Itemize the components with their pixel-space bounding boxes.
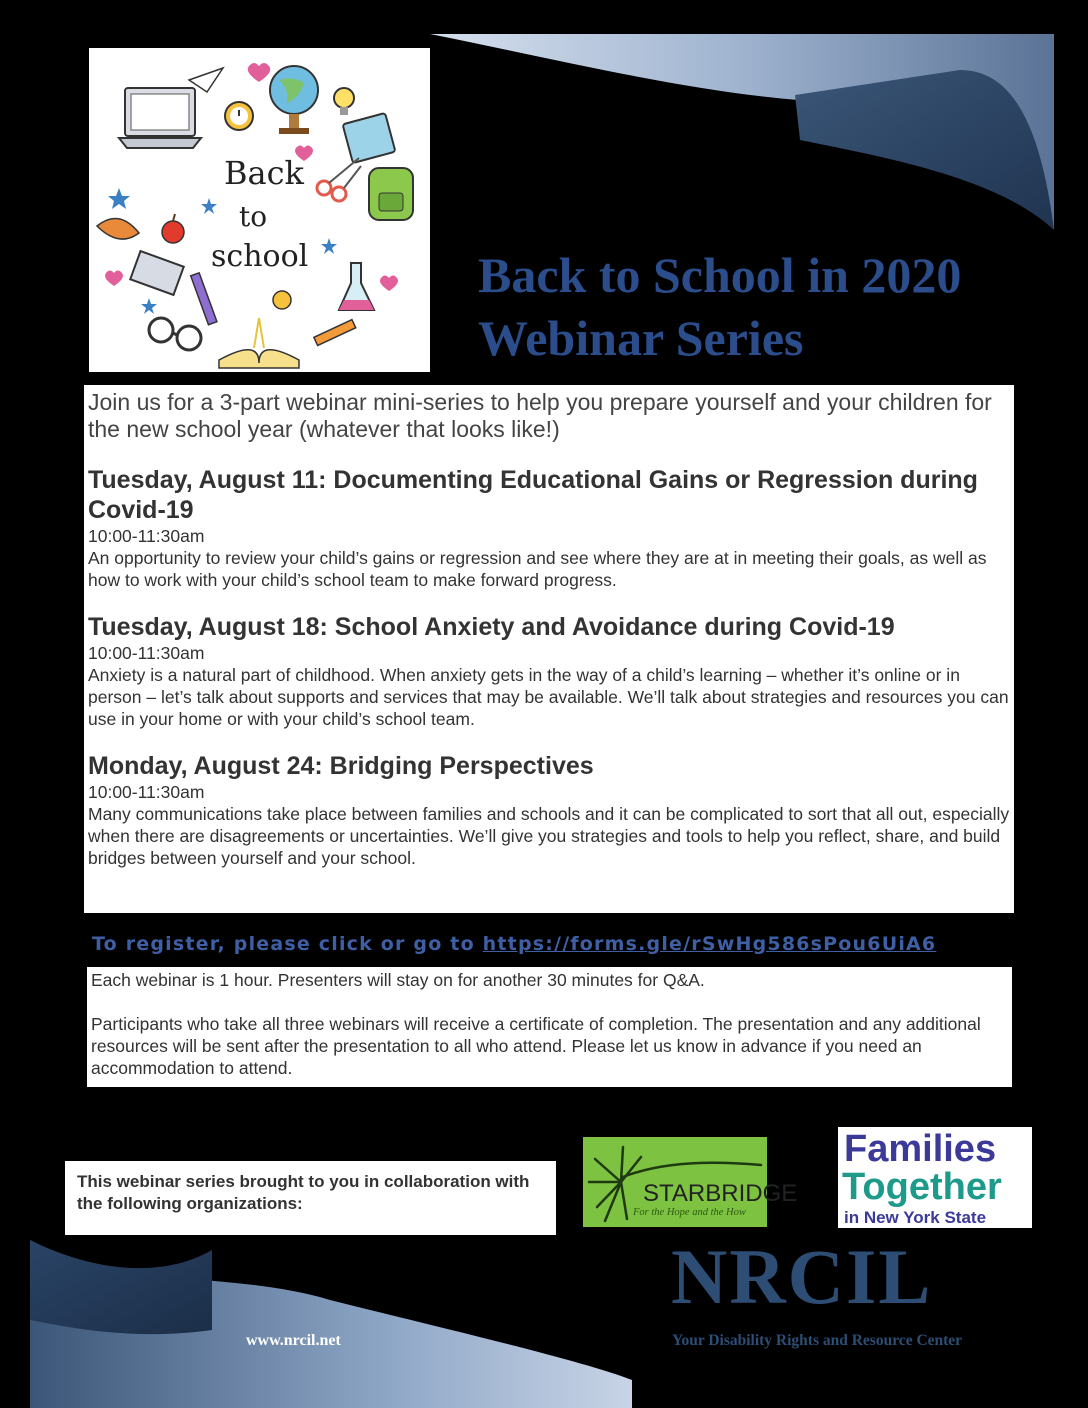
families-together-logo[interactable] bbox=[838, 1127, 1032, 1228]
leaf-icon bbox=[97, 218, 139, 239]
light-bulb-icon bbox=[334, 88, 354, 115]
apple-icon bbox=[162, 214, 184, 243]
decorative-ribbon-bottom bbox=[0, 1230, 700, 1408]
backpack-icon bbox=[369, 168, 413, 220]
envelope-icon bbox=[130, 251, 183, 295]
flask-icon bbox=[339, 263, 374, 310]
session-title: Monday, August 24: Bridging Perspectives bbox=[88, 752, 594, 780]
collaboration-note: This webinar series brought to you in collaboration with the following organizations: bbox=[65, 1161, 556, 1235]
starbridge-tagline: For the Hope and the How bbox=[633, 1207, 746, 1218]
session-title: Tuesday, August 18: School Anxiety and Avoidance during Covid-19 bbox=[88, 613, 895, 641]
in-nys-text: in New York State bbox=[844, 1208, 987, 1227]
together-word: Together bbox=[842, 1166, 1002, 1208]
starbridge-name: STARBRIDGE bbox=[643, 1180, 798, 1207]
certificate-note: Participants who take all three webinars will receive a certificate of completion. The presentation and any additional resources will be sent after the presentation to all who attend. Please let us know in advance if you need an accommodation to attend. bbox=[91, 1014, 981, 1078]
starbridge-logo[interactable] bbox=[583, 1137, 798, 1227]
scissors-icon bbox=[317, 158, 361, 201]
pencil-icon bbox=[314, 320, 356, 346]
session-time: 10:00-11:30am bbox=[88, 643, 205, 663]
open-book-icon bbox=[219, 318, 299, 368]
website-link[interactable]: www.nrcil.net bbox=[246, 1332, 341, 1349]
title-line-2: Webinar Series bbox=[478, 310, 804, 366]
intro-text: Join us for a 3-part webinar mini-series to help you prepare yourself and your children for the new school year (whatever that looks like!) bbox=[88, 389, 992, 442]
register-line bbox=[92, 933, 1072, 955]
back-to-school-illustration bbox=[89, 48, 430, 372]
webinar-details-box bbox=[84, 385, 1014, 913]
title-line-1: Back to School in 2020 bbox=[478, 247, 962, 303]
session-description: Anxiety is a natural part of childhood. When anxiety gets in the way of a child’s learning – whether it’s online or in person – let’s talk about supports and services that may be available. We’ll talk about strategies and resources you can use in your home or with your child’s school team. bbox=[88, 665, 1009, 729]
register-link[interactable]: https://forms.gle/rSwHg586sPou6UiA6 bbox=[482, 933, 937, 955]
webinar-notes-box bbox=[87, 967, 1012, 1087]
globe-icon bbox=[270, 66, 318, 134]
pen-icon bbox=[191, 273, 217, 325]
alarm-clock-icon bbox=[225, 102, 253, 130]
session-2 bbox=[88, 612, 1014, 730]
medal-icon bbox=[273, 291, 291, 309]
page-title bbox=[478, 244, 1058, 370]
laptop-icon bbox=[119, 88, 201, 148]
session-description: An opportunity to review your child’s gains or regression and see where they are at in meeting their goals, as well as how to work with your child’s school team to make forward progress. bbox=[88, 548, 987, 590]
duration-note: Each webinar is 1 hour. Presenters will stay on for another 30 minutes for Q&A. bbox=[91, 970, 705, 990]
session-description: Many communications take place between families and schools and it can be complicated to sort that all out, especially when there are disagreements or uncertainties. We’ll give you strategies and tools to help you reflect, share, and build bridges between yourself and your school. bbox=[88, 804, 1010, 868]
hero-text-back: Back bbox=[224, 154, 304, 192]
hero-text-school: school bbox=[211, 239, 309, 274]
families-word: Families bbox=[844, 1128, 997, 1170]
nrcil-logo: NRCIL bbox=[671, 1233, 933, 1320]
register-prefix: To register, please click or go to bbox=[92, 933, 483, 955]
session-title: Tuesday, August 11: Documenting Educational Gains or Regression during Covid-19 bbox=[88, 466, 978, 524]
hero-text-to: to bbox=[239, 200, 268, 233]
session-time: 10:00-11:30am bbox=[88, 526, 205, 546]
session-1 bbox=[88, 465, 1014, 591]
session-time: 10:00-11:30am bbox=[88, 782, 205, 802]
notebook-icon bbox=[343, 113, 396, 163]
session-3 bbox=[88, 751, 1014, 869]
glasses-icon bbox=[149, 318, 201, 350]
doodle-icons bbox=[89, 48, 430, 372]
nrcil-tagline: Your Disability Rights and Resource Center bbox=[672, 1332, 963, 1349]
